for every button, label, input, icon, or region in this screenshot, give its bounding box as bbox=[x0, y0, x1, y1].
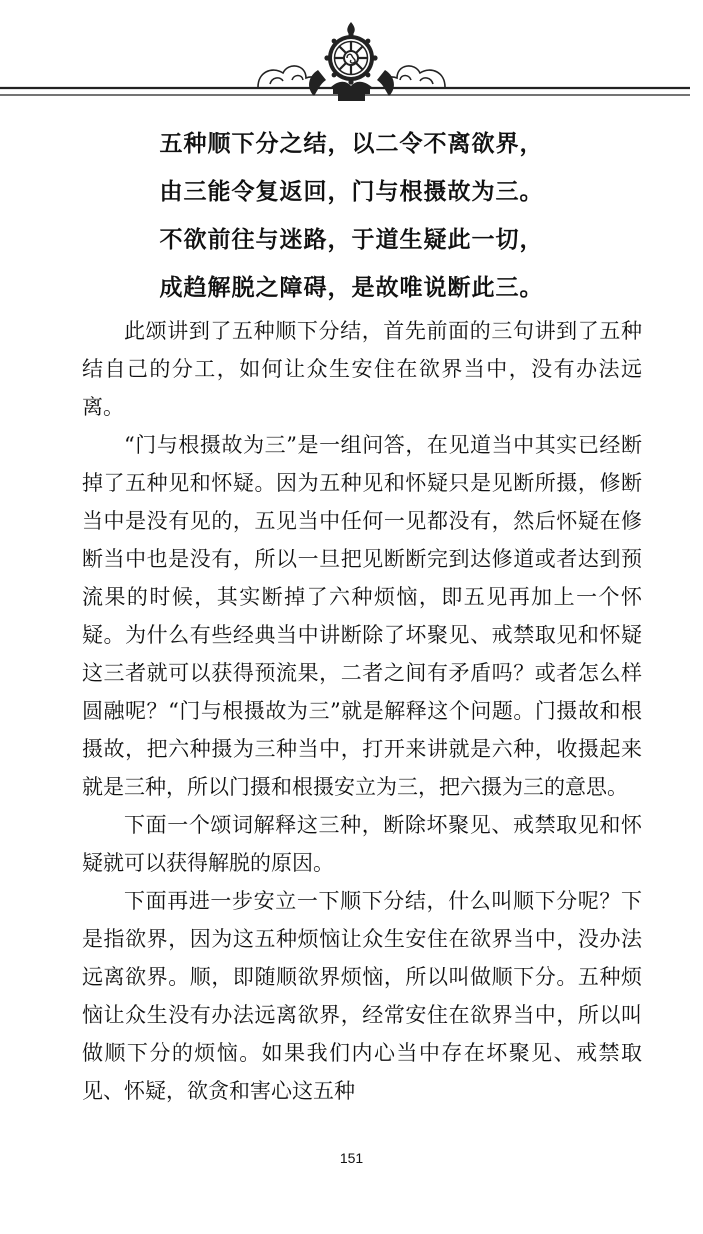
verse-line: 成趋解脱之障碍，是故唯说断此三。 bbox=[159, 275, 544, 301]
paragraph: 下面再进一步安立一下顺下分结，什么叫顺下分呢？下是指欲界，因为这五种烦恼让众生安住在欲界当中，没办法远离欲界。顺，即随顺欲界烦恼，所以叫做顺下分。五种烦恼让众生没有办法远离欲界，经常安住在欲界当中，所以叫做顺下分的烦恼。如果我们内心当中存在坏聚见、戒禁取见、怀疑，欲贪和害心这五种 bbox=[82, 889, 642, 1103]
dharma-wheel-icon bbox=[309, 22, 394, 101]
page-number: 151 bbox=[339, 1150, 364, 1166]
verse-block bbox=[0, 120, 703, 312]
header-ornament bbox=[0, 0, 703, 110]
verse-line: 五种顺下分之结，以二令不离欲界， bbox=[159, 131, 544, 157]
commentary-text bbox=[82, 312, 642, 1110]
paragraph: 此颂讲到了五种顺下分结，首先前面的三句讲到了五种结自己的分工，如何让众生安住在欲界当中，没有办法远离。 bbox=[82, 319, 642, 419]
verse-line: 不欲前往与迷路，于道生疑此一切， bbox=[159, 227, 544, 253]
paragraph: “门与根摄故为三”是一组问答，在见道当中其实已经断掉了五种见和怀疑。因为五种见和怀疑只是见断所摄，修断当中是没有见的，五见当中任何一见都没有，然后怀疑在修断当中也是没有，所以一旦把见断断完到达修道或者达到预流果的时候，其实断掉了六种烦恼，即五见再加上一个怀疑。为什么有些经典当中讲断除了坏聚见、戒禁取见和怀疑这三者就可以获得预流果，二者之间有矛盾吗？或者怎么样圆融呢？“门与根摄故为三”就是解释这个问题。门摄故和根摄故，把六种摄为三种当中，打开来讲就是六种，收摄起来就是三种，所以门摄和根摄安立为三，把六摄为三的意思。 bbox=[82, 433, 642, 799]
paragraph: 下面一个颂词解释这三种，断除坏聚见、戒禁取见和怀疑就可以获得解脱的原因。 bbox=[82, 813, 642, 875]
page-header bbox=[0, 0, 703, 110]
verse-line: 由三能令复返回，门与根摄故为三。 bbox=[159, 179, 544, 205]
